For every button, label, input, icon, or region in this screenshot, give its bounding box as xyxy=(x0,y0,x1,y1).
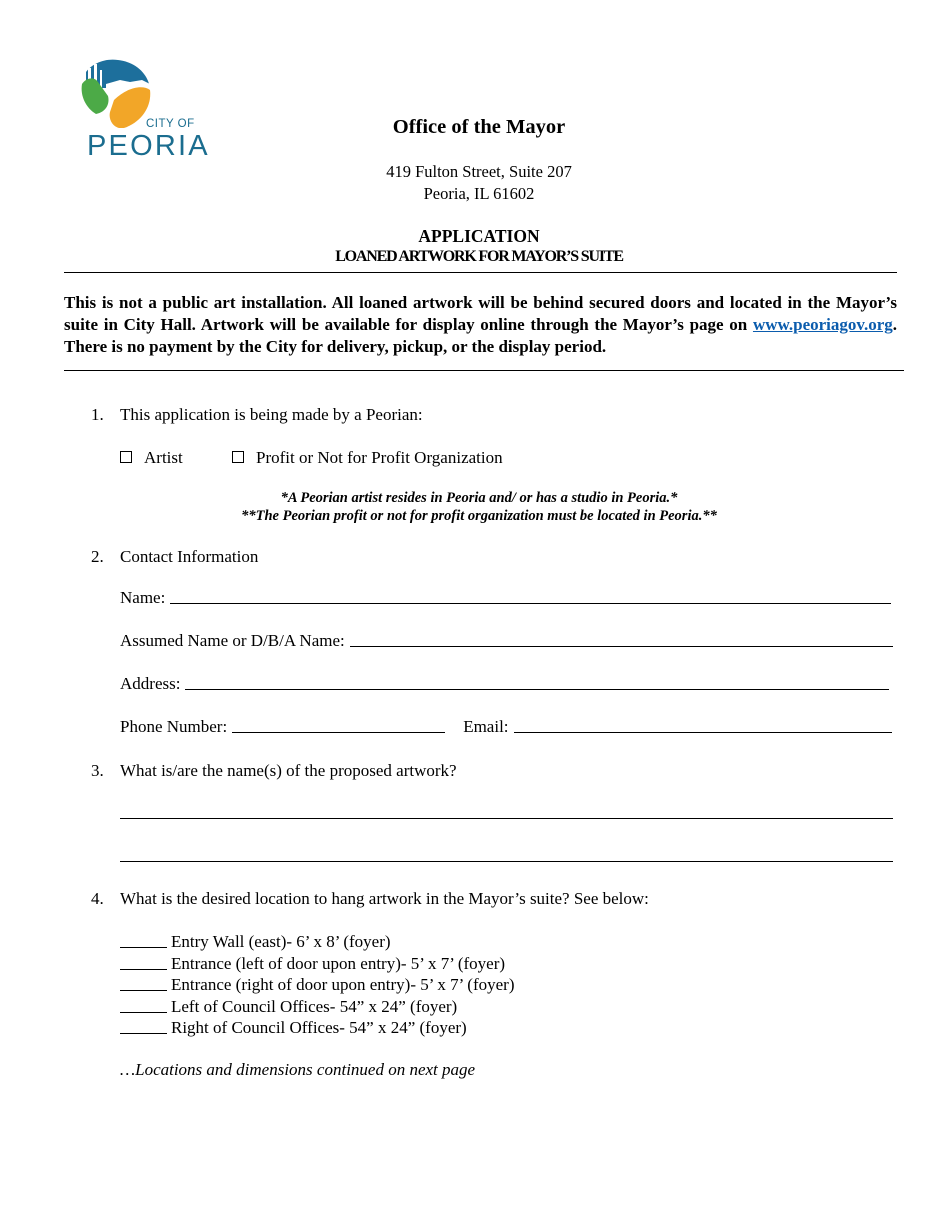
q2-text: Contact Information xyxy=(120,547,259,566)
location-label: Left of Council Offices- 54” x 24” (foyer) xyxy=(171,997,458,1016)
phone-input-line[interactable] xyxy=(232,732,445,733)
location-label: Right of Council Offices- 54” x 24” (foyer) xyxy=(171,1018,467,1037)
email-input-line[interactable] xyxy=(514,732,892,733)
artist-note: *A Peorian artist resides in Peoria and/ or has a studio in Peoria.* xyxy=(280,490,678,506)
name-input-line[interactable] xyxy=(170,603,891,604)
location-label: Entrance (right of door upon entry)- 5’ x 7’ (foyer) xyxy=(171,975,515,994)
office-title: Office of the Mayor xyxy=(392,116,566,138)
location-label: Entry Wall (east)- 6’ x 8’ (foyer) xyxy=(171,932,391,951)
organization-checkbox[interactable] xyxy=(232,451,244,463)
q4-text: What is the desired location to hang artwork in the Mayor’s suite? See below: xyxy=(120,889,649,908)
phone-email-field xyxy=(120,717,892,737)
logo-peoria: PEORIA xyxy=(87,130,210,162)
application-subtitle: LOANED ARTWORK FOR MAYOR’S SUITE xyxy=(335,248,623,265)
location-label: Entrance (left of door upon entry)- 5’ x 7’ (foyer) xyxy=(171,954,506,973)
address-line-1: 419 Fulton Street, Suite 207 xyxy=(386,162,572,181)
name-label: Name: xyxy=(120,588,166,607)
option-artist[interactable] xyxy=(120,448,183,468)
q1-number: 1. xyxy=(91,405,104,424)
dba-field xyxy=(120,631,893,651)
location-item xyxy=(120,997,457,1017)
artwork-name-line-1[interactable] xyxy=(120,818,893,819)
option-organization[interactable] xyxy=(232,448,503,468)
email-label: Email: xyxy=(463,717,509,736)
option-organization-label: Profit or Not for Profit Organization xyxy=(256,448,503,467)
q4-number: 4. xyxy=(91,889,104,908)
address-line-2: Peoria, IL 61602 xyxy=(423,184,535,203)
q2-number: 2. xyxy=(91,547,104,566)
q1-text: This application is being made by a Peorian: xyxy=(120,405,423,424)
notice-text-after: . There is no payment by the City for delivery, pickup, or the display period. xyxy=(64,315,897,356)
location-blank[interactable] xyxy=(120,1033,167,1034)
notice-text-before: This is not a public art installation. All loaned artwork will be behind secured doors and located in the Mayor’s suite in City Hall. Artwork will be available for display online through the Mayor’s page on xyxy=(64,293,897,334)
location-blank[interactable] xyxy=(120,947,167,948)
notice-paragraph xyxy=(64,292,897,358)
phone-label: Phone Number: xyxy=(120,717,228,736)
location-item xyxy=(120,932,391,952)
application-title: APPLICATION xyxy=(418,226,540,246)
address-input-line[interactable] xyxy=(185,689,889,690)
q3-text: What is/are the name(s) of the proposed artwork? xyxy=(120,761,457,780)
dba-input-line[interactable] xyxy=(350,646,893,647)
notice-divider xyxy=(64,370,904,371)
logo-city-of: CITY OF xyxy=(146,118,195,130)
header-divider xyxy=(64,272,897,273)
organization-note: **The Peorian profit or not for profit organization must be located in Peoria.** xyxy=(241,508,717,524)
location-blank[interactable] xyxy=(120,990,167,991)
option-artist-label: Artist xyxy=(144,448,183,467)
location-item xyxy=(120,1018,467,1038)
address-field xyxy=(120,674,889,694)
artwork-name-line-2[interactable] xyxy=(120,861,893,862)
location-item xyxy=(120,954,505,974)
location-blank[interactable] xyxy=(120,969,167,970)
continued-note: …Locations and dimensions continued on next page xyxy=(120,1060,476,1079)
dba-label: Assumed Name or D/B/A Name: xyxy=(120,631,345,650)
location-item xyxy=(120,975,515,995)
artist-checkbox[interactable] xyxy=(120,451,132,463)
peoriagov-link[interactable]: www.peoriagov.org xyxy=(752,315,893,334)
q3-number: 3. xyxy=(91,761,104,780)
city-logo xyxy=(80,58,210,164)
name-field xyxy=(120,588,891,608)
location-blank[interactable] xyxy=(120,1012,167,1013)
address-label: Address: xyxy=(120,674,181,693)
